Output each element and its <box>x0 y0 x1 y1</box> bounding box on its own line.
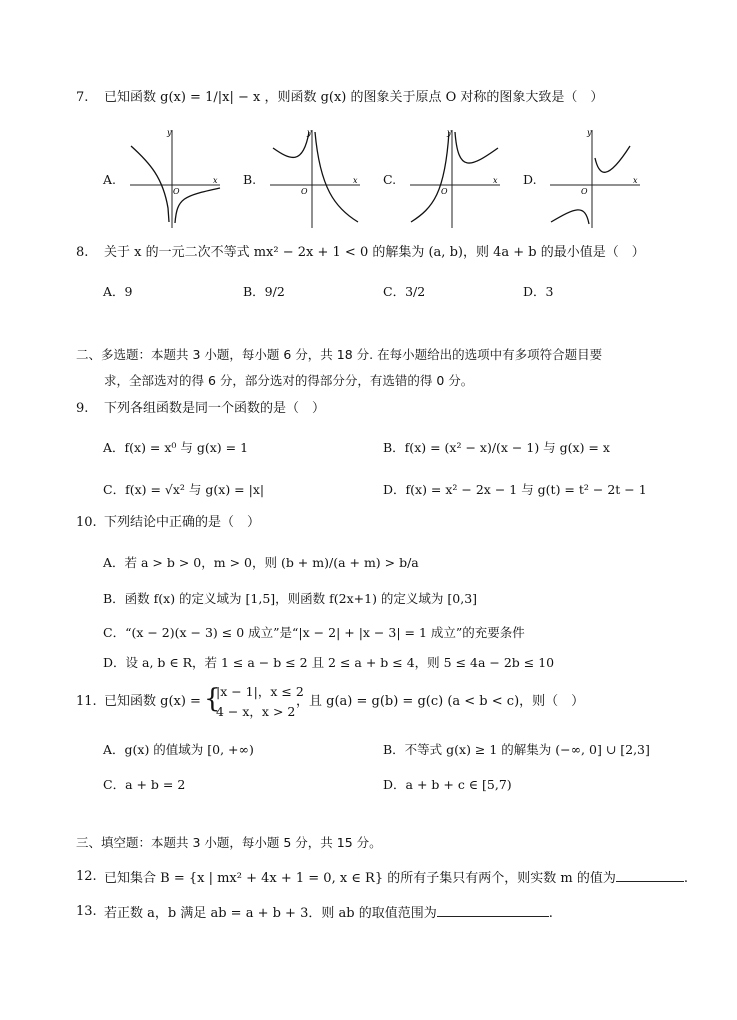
q11-stem-pre: 已知函数 g(x) = <box>104 694 201 709</box>
q13-number: 13. <box>76 904 97 919</box>
q12-stem: 已知集合 B = {x | mx² + 4x + 1 = 0, x ∈ R} 的所有子集只有两个，则实数 m 的值为 <box>104 871 616 886</box>
q9-option-d: D．f(x) = x² − 2x − 1 与 g(t) = t² − 2t − 1 <box>383 482 647 497</box>
q9-number: 9. <box>76 401 89 416</box>
q8-number: 8. <box>76 245 89 260</box>
q13-stem: 若正数 a，b 满足 ab = a + b + 3．则 ab 的取值范围为 <box>104 906 437 921</box>
q11-number: 11. <box>76 694 97 709</box>
q7-option-a-label: A. <box>103 172 117 187</box>
q10-number: 10. <box>76 515 97 530</box>
q13-line <box>104 904 553 922</box>
q12-number: 12. <box>76 869 97 884</box>
graph-curve-right <box>315 132 358 222</box>
q11-option-c: C．a + b = 2 <box>103 777 186 792</box>
q7-graph-b <box>265 128 365 228</box>
origin-label: O <box>173 187 180 196</box>
q8-option-c: C．3/2 <box>383 284 426 299</box>
q11-option-b: B．不等式 g(x) ≥ 1 的解集为 (−∞, 0] ∪ [2,3] <box>383 742 650 757</box>
graph-curve-right <box>595 146 630 172</box>
graph-curve-left <box>131 146 169 222</box>
x-axis-label: x <box>213 176 218 185</box>
section-2-heading-cont: 求，全部选对的得 6 分，部分选对的得部分分，有选错的得 0 分。 <box>104 373 474 388</box>
q7-number: 7. <box>76 90 89 105</box>
q11-piecewise-brace: { <box>204 684 221 714</box>
q11-case-2: 4 − x，x > 2 <box>216 704 296 719</box>
q11-stem-post: ，且 g(a) = g(b) = g(c) (a < b < c)，则（ ） <box>296 694 585 709</box>
x-axis-label: x <box>353 176 358 185</box>
q11-option-a: A．g(x) 的值域为 [0, +∞) <box>103 742 254 757</box>
graph-curve-right <box>175 188 220 223</box>
q7-option-d-label: D. <box>523 172 537 187</box>
q8-stem: 关于 x 的一元二次不等式 mx² − 2x + 1 < 0 的解集为 (a, b)，则 4a + b 的最小值是（ ） <box>104 245 645 260</box>
section-2-heading: 二、多选题：本题共 3 小题，每小题 6 分，共 18 分. 在每小题给出的选项中有多项符合题目要 <box>76 347 603 362</box>
q9-stem: 下列各组函数是同一个函数的是（ ） <box>104 401 326 416</box>
origin-label: O <box>441 187 448 196</box>
q10-option-b: B．函数 f(x) 的定义域为 [1,5]，则函数 f(2x+1) 的定义域为 [0,3] <box>103 591 478 606</box>
graph-curve-left <box>273 132 309 157</box>
q9-option-b: B．f(x) = (x² − x)/(x − 1) 与 g(x) = x <box>383 440 610 455</box>
y-axis-label: y <box>587 128 592 137</box>
q11-option-d: D．a + b + c ∈ [5,7) <box>383 777 512 792</box>
q7-graph-c <box>405 128 505 228</box>
origin-label: O <box>301 187 308 196</box>
q10-option-a: A．若 a > b > 0，m > 0，则 (b + m)/(a + m) > b/a <box>103 555 419 570</box>
q7-option-b-label: B. <box>243 172 257 187</box>
q7-graph-d <box>545 128 645 228</box>
q8-option-d: D．3 <box>523 284 554 299</box>
q8-option-a: A．9 <box>103 284 133 299</box>
q9-option-c: C．f(x) = √x² 与 g(x) = |x| <box>103 482 265 497</box>
section-3-heading: 三、填空题：本题共 3 小题，每小题 5 分，共 15 分。 <box>76 835 382 850</box>
q10-option-d: D．设 a, b ∈ R，若 1 ≤ a − b ≤ 2 且 2 ≤ a + b ≤ 4，则 5 ≤ 4a − 2b ≤ 10 <box>103 655 555 670</box>
origin-label: O <box>581 187 588 196</box>
q13-end: . <box>548 906 553 921</box>
q8-option-b: B．9/2 <box>243 284 285 299</box>
x-axis-label: x <box>633 176 638 185</box>
q10-stem: 下列结论中正确的是（ ） <box>104 515 261 530</box>
q13-answer-blank[interactable] <box>437 904 549 917</box>
q10-option-c: C．“(x − 2)(x − 3) ≤ 0 成立”是“|x − 2| + |x − 3| = 1 成立”的充要条件 <box>103 625 525 640</box>
graph-curve-left <box>411 132 449 222</box>
q12-end: . <box>683 871 688 886</box>
y-axis-label: y <box>167 128 172 137</box>
q7-stem: 已知函数 g(x) = 1/|x| − x ，则函数 g(x) 的图象关于原点 O 对称的图象大致是（ ） <box>104 90 604 105</box>
q9-option-a: A．f(x) = x⁰ 与 g(x) = 1 <box>103 440 249 455</box>
q12-line <box>104 869 688 887</box>
y-axis-label: y <box>307 128 312 137</box>
q7-graph-a <box>125 128 225 228</box>
q7-option-c-label: C. <box>383 172 397 187</box>
graph-curve-right <box>455 132 498 163</box>
q11-case-1: |x − 1|，x ≤ 2 <box>216 684 304 699</box>
x-axis-label: x <box>493 176 498 185</box>
q12-answer-blank[interactable] <box>616 869 684 882</box>
graph-curve-left <box>551 210 589 224</box>
y-axis-label: y <box>447 128 452 137</box>
